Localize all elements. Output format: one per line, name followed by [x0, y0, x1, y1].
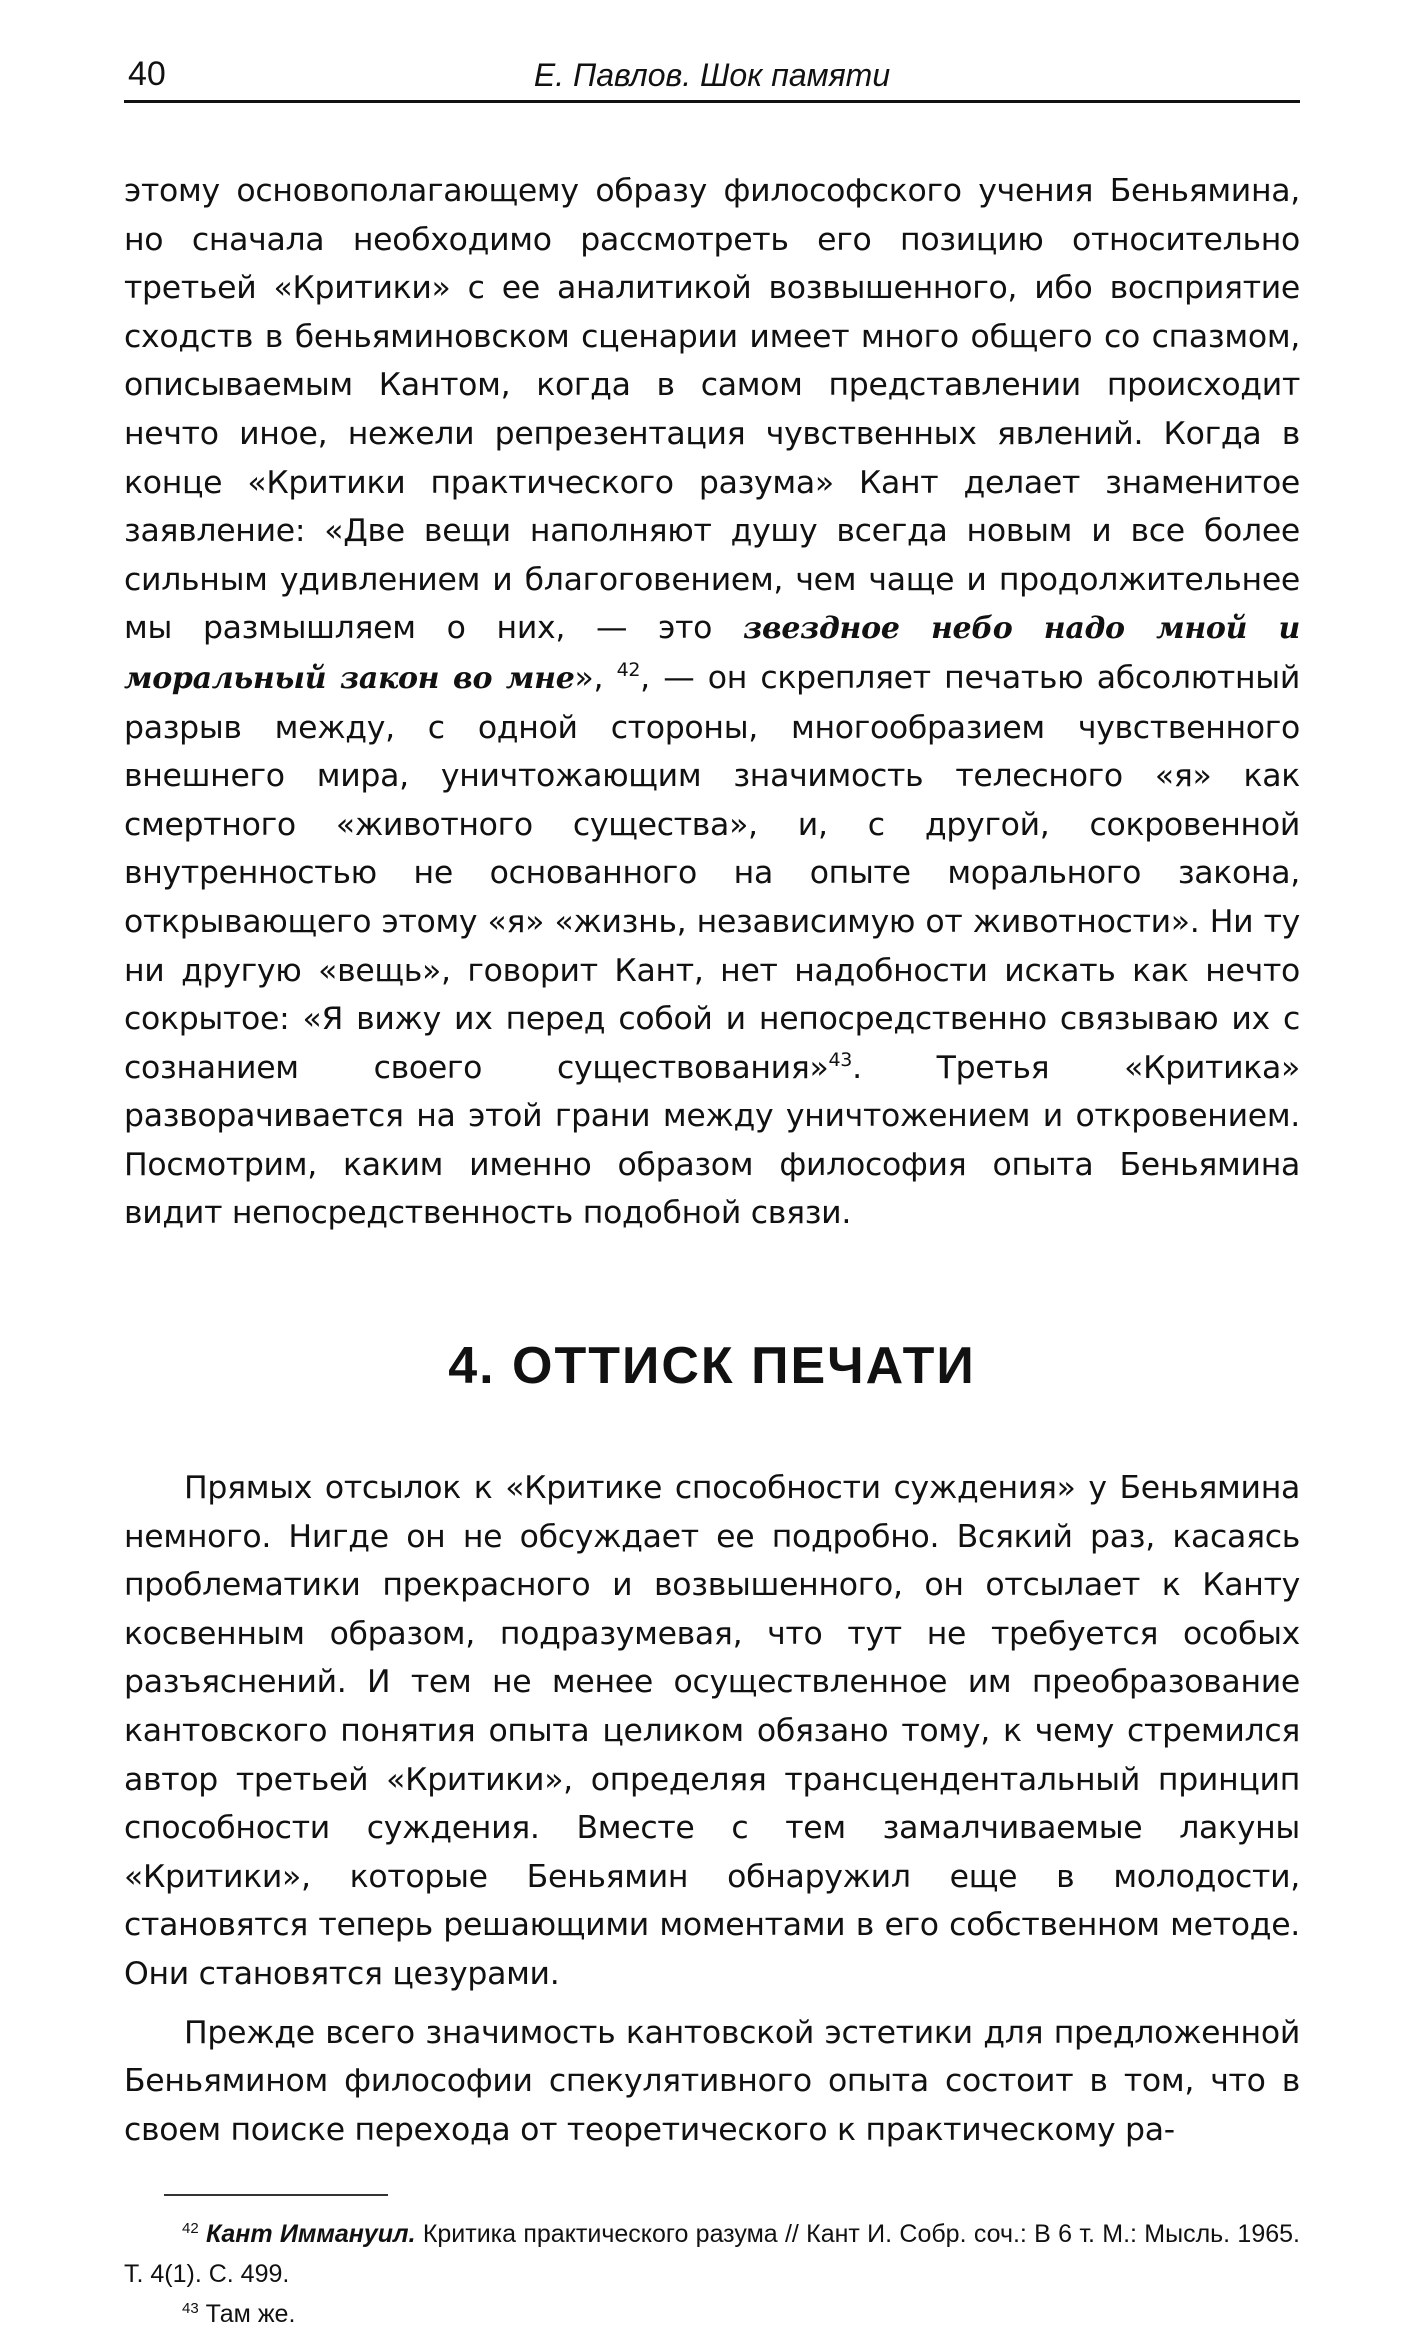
running-head: [124, 48, 1300, 103]
footnote-reference: 42: [616, 658, 641, 681]
paragraph-text: , — он скрепляет печатью абсолютный разрыв между, с одной стороны, многообразием чувственного внешнего мира, уничтожающим значимость телесного «я» как смертного «животного существа», и, с другой, сокровенной внутренностью не основанного на опыте морального закона, открывающего этому «я» «жизнь, независимую от животности». Ни ту ни другую «вещь», говорит Кант, нет надобности искать как нечто сокрытое: «Я вижу их перед собой и непосредственно связываю их с сознанием своего существования»: [124, 659, 1300, 1086]
footnote: [124, 2294, 1300, 2334]
paragraph-text: этому основополагающему образу философского учения Беньямина, но сначала необходимо рассмотреть его позицию относительно третьей «Критики» с ее аналитикой возвышенного, ибо восприятие сходств в беньяминовском сценарии имеет много общего со спазмом, описываемым Кантом, когда в самом представлении происходит нечто иное, нежели репрезентация чувственных явлений. Когда в конце «Критики практического разума» Кант делает знаменитое заявление: «Две вещи наполняют душу всегда новым и все более сильным удивлением и благоговением, чем чаще и продолжительнее мы размышляем о них, — это: [124, 173, 1300, 647]
italic-quote: звездное небо надо мной и моральный закон во мне: [124, 611, 1300, 696]
page-number: 40: [128, 55, 166, 93]
footnote-text: Критика практического разума // Кант И. Собр. соч.: В 6 т. М.: Мысль. 1965. Т. 4(1). С. 499.: [124, 2220, 1300, 2289]
paragraph-text: . Третья «Критика» разворачивается на этой грани между уничтожением и откровением. Посмотрим, каким именно образом философия опыта Беньямина видит непосредственность подобной связи.: [124, 1049, 1300, 1232]
footnote-mark: 42: [182, 2220, 199, 2238]
running-title: Е. Павлов. Шок памяти: [533, 57, 891, 93]
paragraph: Прежде всего значимость кантовской эстетики для предложенной Беньямином философии спекулятивного опыта состоит в том, что в своем поиске перехода от теоретического к практическому ра-: [124, 2014, 1300, 2148]
footnote-mark: 43: [182, 2300, 199, 2318]
book-page: [124, 48, 1300, 2329]
paragraph-text: »,: [574, 659, 617, 696]
footnote: [124, 2214, 1300, 2294]
footnote-text: Там же.: [198, 2300, 296, 2329]
footnote-author: Кант Иммануил.: [205, 2220, 416, 2249]
footnotes: [124, 2214, 1300, 2334]
footnote-reference: 43: [828, 1048, 853, 1071]
paragraph-continued: [124, 167, 1300, 1238]
main-text: [124, 167, 1300, 2154]
footnote-divider: [164, 2194, 388, 2196]
paragraph: Прямых отсылок к «Критике способности суждения» у Беньямина немного. Нигде он не обсуждает ее подробно. Всякий раз, касаясь проблематики прекрасного и возвышенного, он отсылает к Канту косвенным образом, подразумевая, что тут не требуется особых разъяснений. И тем не менее осуществленное им преобразование кантовского понятия опыта целиком обязано тому, к чему стремился автор третьей «Критики», определяя трансцендентальный принцип способности суждения. Вместе с тем замалчиваемые лакуны «Критики», которые Беньямин обнаружил еще в молодости, становятся теперь решающими моментами в его собственном методе. Они становятся цезурами.: [124, 1470, 1300, 1992]
section-heading: 4. ОТТИСК ПЕЧАТИ: [448, 1337, 976, 1396]
